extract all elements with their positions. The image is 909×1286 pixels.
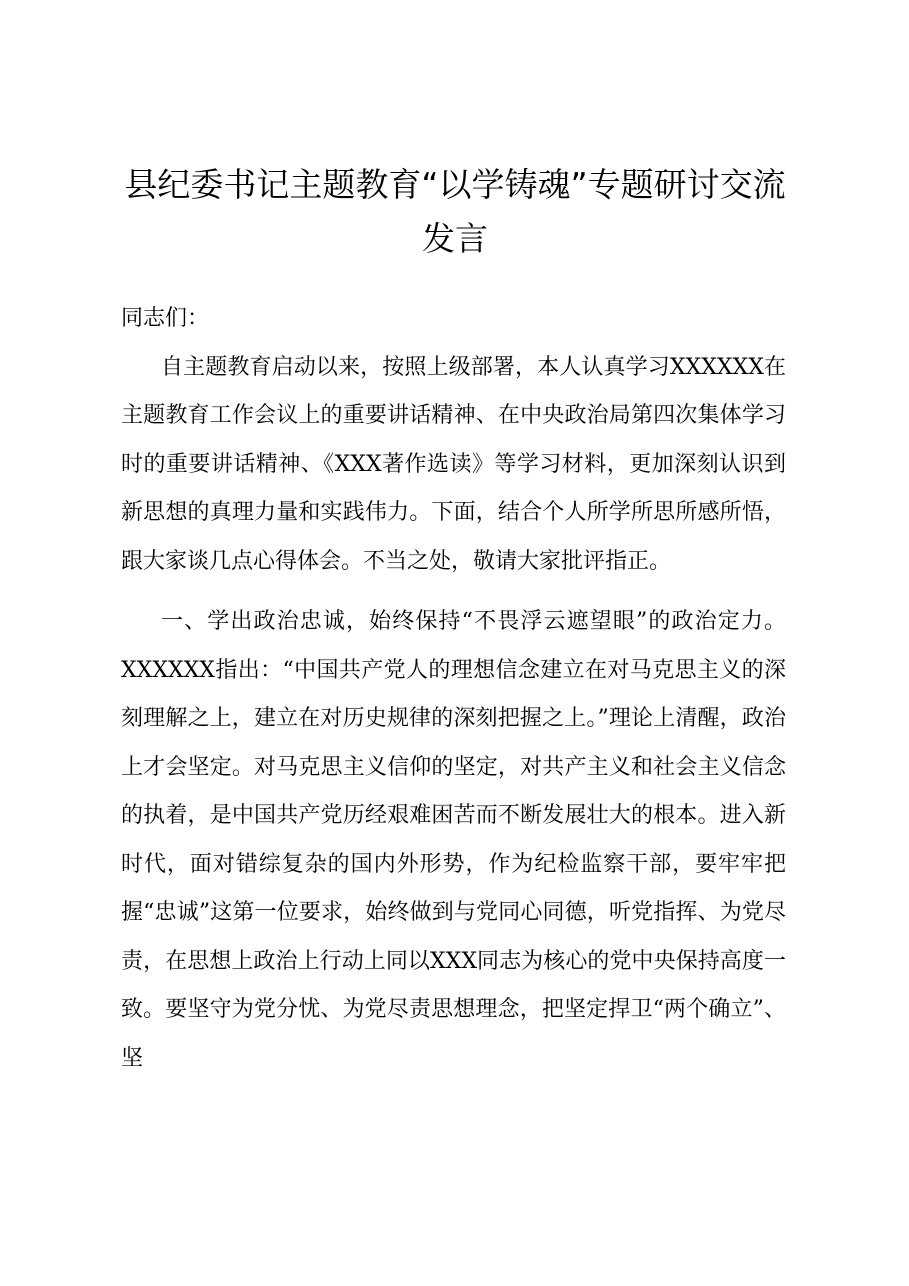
paragraph-section-one: 一、学出政治忠诚，始终保持“不畏浮云遮望眼”的政治定力。XXXXXX指出：“中国共产党人的理想信念建立在对马克思主义的深刻理解之上，建立在对历史规律的深刻把握之上。”理论上清醒，政治上才会坚定。对马克思主义信仰的坚定，对共产主义和社会主义信念的执着，是中国共产党历经艰难困苦而不断发展壮大的根本。进入新时代，面对错综复杂的国内外形势，作为纪检监察干部，要牢牢把握“忠诚”这第一位要求，始终做到与党同心同德，听党指挥、为党尽责，在思想上政治上行动上同以XXX同志为核心的党中央保持高度一致。要坚守为党分忧、为党尽责思想理念，把坚定捍卫“两个确立”、坚 [121,609,786,1071]
paragraph-intro: 自主题教育启动以来，按照上级部署，本人认真学习XXXXXX在主题教育工作会议上的重要讲话精神、在中央政治局第四次集体学习时的重要讲话精神、《XXX著作选读》等学习材料，更加深刻认识到新思想的真理力量和实践伟力。下面，结合个人所学所思所感所悟，跟大家谈几点心得体会。不当之处，敬请大家批评指正。 [121,354,786,574]
salutation: 同志们： [121,306,210,331]
document-title: 县纪委书记主题教育“以学铸魂”专题研讨交流发言 [124,165,786,258]
document-body [121,295,786,1083]
